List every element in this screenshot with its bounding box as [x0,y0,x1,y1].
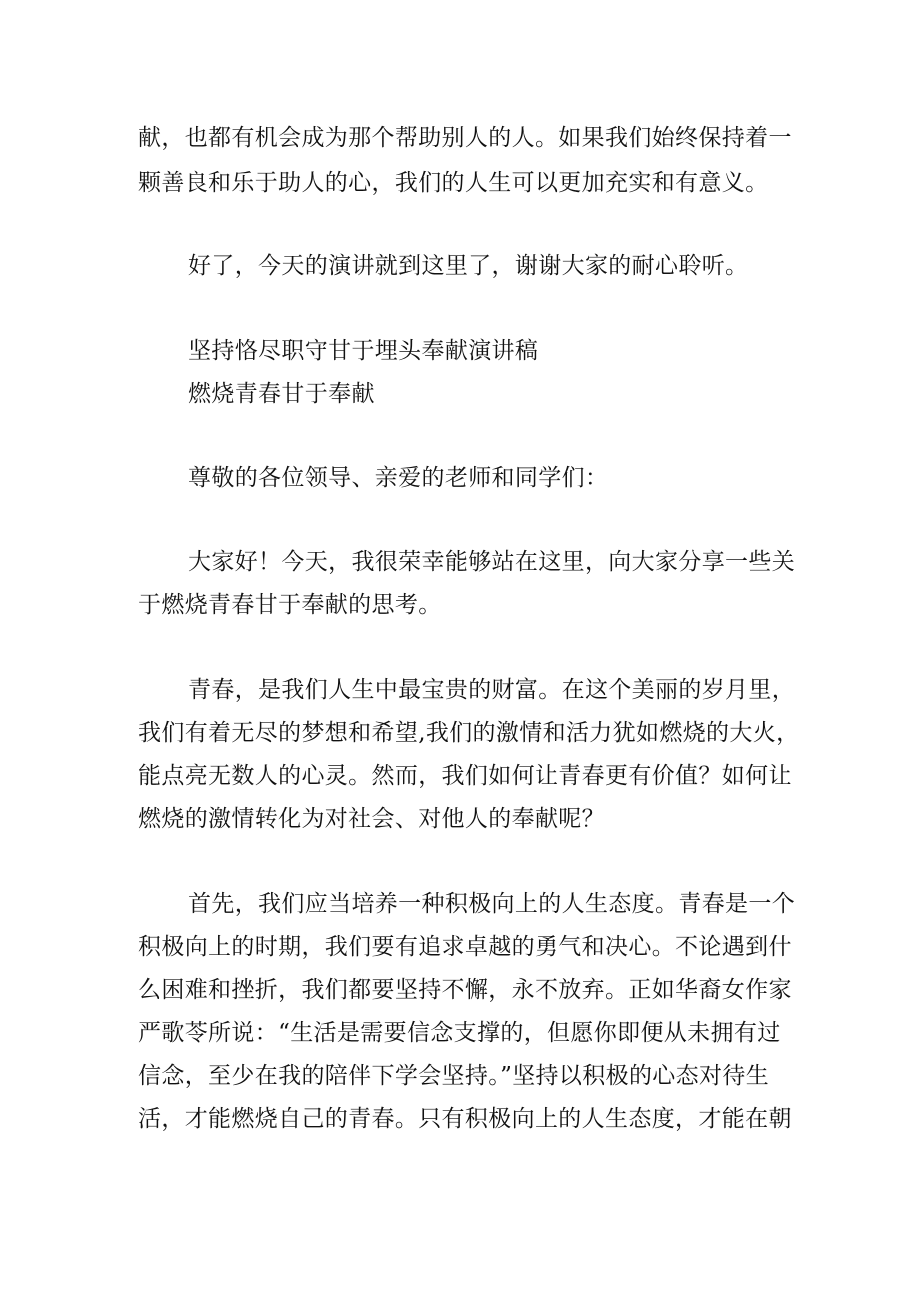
text-line: 积极向上的时期，我们要有追求卓越的勇气和决心。不论遇到什 [138,934,792,960]
document-subtitle: 燃烧青春甘于奉献 [188,381,375,407]
text-line: 青春，是我们人生中最宝贵的财富。在这个美丽的岁月里， [188,677,796,703]
text-line: 大家好！今天，我很荣幸能够站在这里，向大家分享一些关 [188,549,796,575]
text-line: 好了，今天的演讲就到这里了，谢谢大家的耐心聆听。 [188,253,749,279]
text-line: 信念，至少在我的陪伴下学会坚持。”坚持以积极的心态对待生 [138,1063,770,1089]
text-line: 于燃烧青春甘于奉献的思考。 [138,592,442,618]
text-line: 么困难和挫折，我们都要坚持不懈，永不放弃。正如华裔女作家 [138,977,792,1003]
document-title: 坚持恪尽职守甘于埋头奉献演讲稿 [188,338,539,364]
text-line: 颗善良和乐于助人的心，我们的人生可以更加充实和有意义。 [138,170,769,196]
text-line: 献，也都有机会成为那个帮助别人的人。如果我们始终保持着一 [138,125,792,151]
text-line: 首先，我们应当培养一种积极向上的人生态度。青春是一个 [188,891,796,917]
text-line: 严歌苓所说：“生活是需要信念支撑的，但愿你即便从未拥有过 [138,1020,781,1046]
salutation: 尊敬的各位领导、亲爱的老师和同学们： [188,465,609,491]
text-line: 燃烧的激情转化为对社会、对他人的奉献呢？ [138,806,605,832]
text-line: 活，才能燃烧自己的青春。只有积极向上的人生态度，才能在朝 [138,1106,792,1132]
text-line: 能点亮无数人的心灵。然而，我们如何让青春更有价值？如何让 [138,763,792,789]
text-line: 我们有着无尽的梦想和希望,我们的激情和活力犹如燃烧的大火， [138,720,800,746]
